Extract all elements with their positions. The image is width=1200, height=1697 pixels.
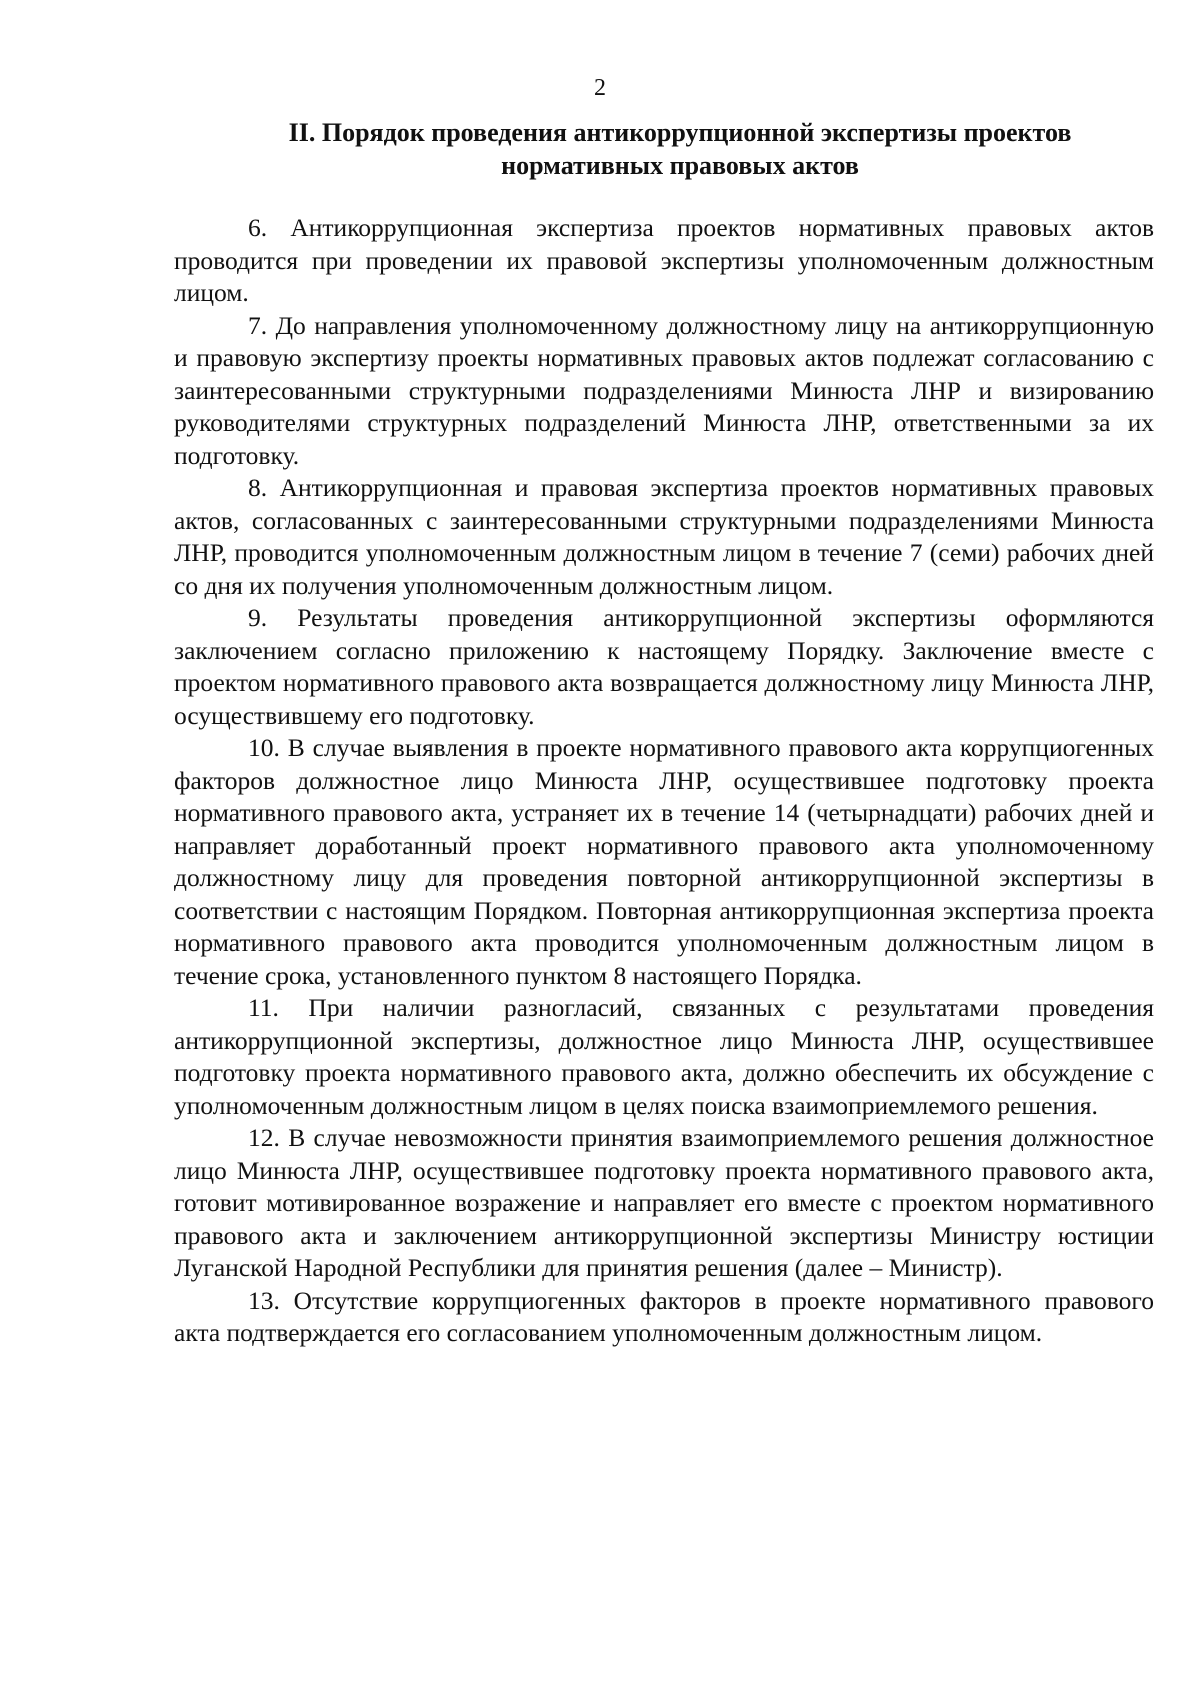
paragraph-11: 11. При наличии разногласий, связанных с результатами проведения антикоррупционной экспертизы, должностное лицо Минюста ЛНР, осуществившее подготовку проекта нормативного правового акта, должно обеспечить их обсуждение с уполномоченным должностным лицом в целях поиска взаимоприемлемого решения. xyxy=(174,993,1154,1120)
paragraph-10: 10. В случае выявления в проекте нормативного правового акта коррупциогенных факторов должностное лицо Минюста ЛНР, осуществившее подготовку проекта нормативного правового акта, устраняет их в течение 14 (четырнадцати) рабочих дней и направляет доработанный проект нормативного правового акта уполномоченному должностному лицу для проведения повторной антикоррупционной экспертизы в соответствии с настоящим Порядком. Повторная антикоррупционная экспертиза проекта нормативного правового акта проводится уполномоченным должностным лицом в течение срока, установленного пунктом 8 настоящего Порядка. xyxy=(174,733,1154,990)
page-number: 2 xyxy=(594,75,606,101)
paragraph-12: 12. В случае невозможности принятия взаимоприемлемого решения должностное лицо Минюста ЛНР, осуществившее подготовку проекта нормативного правового акта, готовит мотивированное возражение и направляет его вместе с проектом нормативного правового акта и заключением антикоррупционной экспертизы Министру юстиции Луганской Народной Республики для принятия решения (далее – Министр). xyxy=(174,1123,1154,1282)
paragraph-9: 9. Результаты проведения антикоррупционной экспертизы оформляются заключением согласно приложению к настоящему Порядку. Заключение вместе с проектом нормативного правового акта возвращается должностному лицу Минюста ЛНР, осуществившему его подготовку. xyxy=(174,603,1154,730)
paragraph-8: 8. Антикоррупционная и правовая экспертиза проектов нормативных правовых актов, согласованных с заинтересованными структурными подразделениями Минюста ЛНР, проводится уполномоченным должностным лицом в течение 7 (семи) рабочих дней со дня их получения уполномоченным должностным лицом. xyxy=(174,473,1154,600)
document-body xyxy=(174,212,1154,1350)
section-title-line-1: II. Порядок проведения антикоррупционной экспертизы проектов xyxy=(288,118,1072,147)
paragraph-7: 7. До направления уполномоченному должностному лицу на антикоррупционную и правовую экспертизу проекты нормативных правовых актов подлежат согласованию с заинтересованными структурными подразделениями Минюста ЛНР и визированию руководителями структурных подразделений Минюста ЛНР, ответственными за их подготовку. xyxy=(174,310,1154,470)
section-title-line-2: нормативных правовых актов xyxy=(501,151,859,180)
section-title xyxy=(200,116,1160,182)
paragraph-6: 6. Антикоррупционная экспертиза проектов нормативных правовых актов проводится при проведении их правовой экспертизы уполномоченным должностным лицом. xyxy=(174,213,1154,307)
paragraph-13: 13. Отсутствие коррупциогенных факторов в проекте нормативного правового акта подтверждается его согласованием уполномоченным должностным лицом. xyxy=(174,1285,1154,1347)
